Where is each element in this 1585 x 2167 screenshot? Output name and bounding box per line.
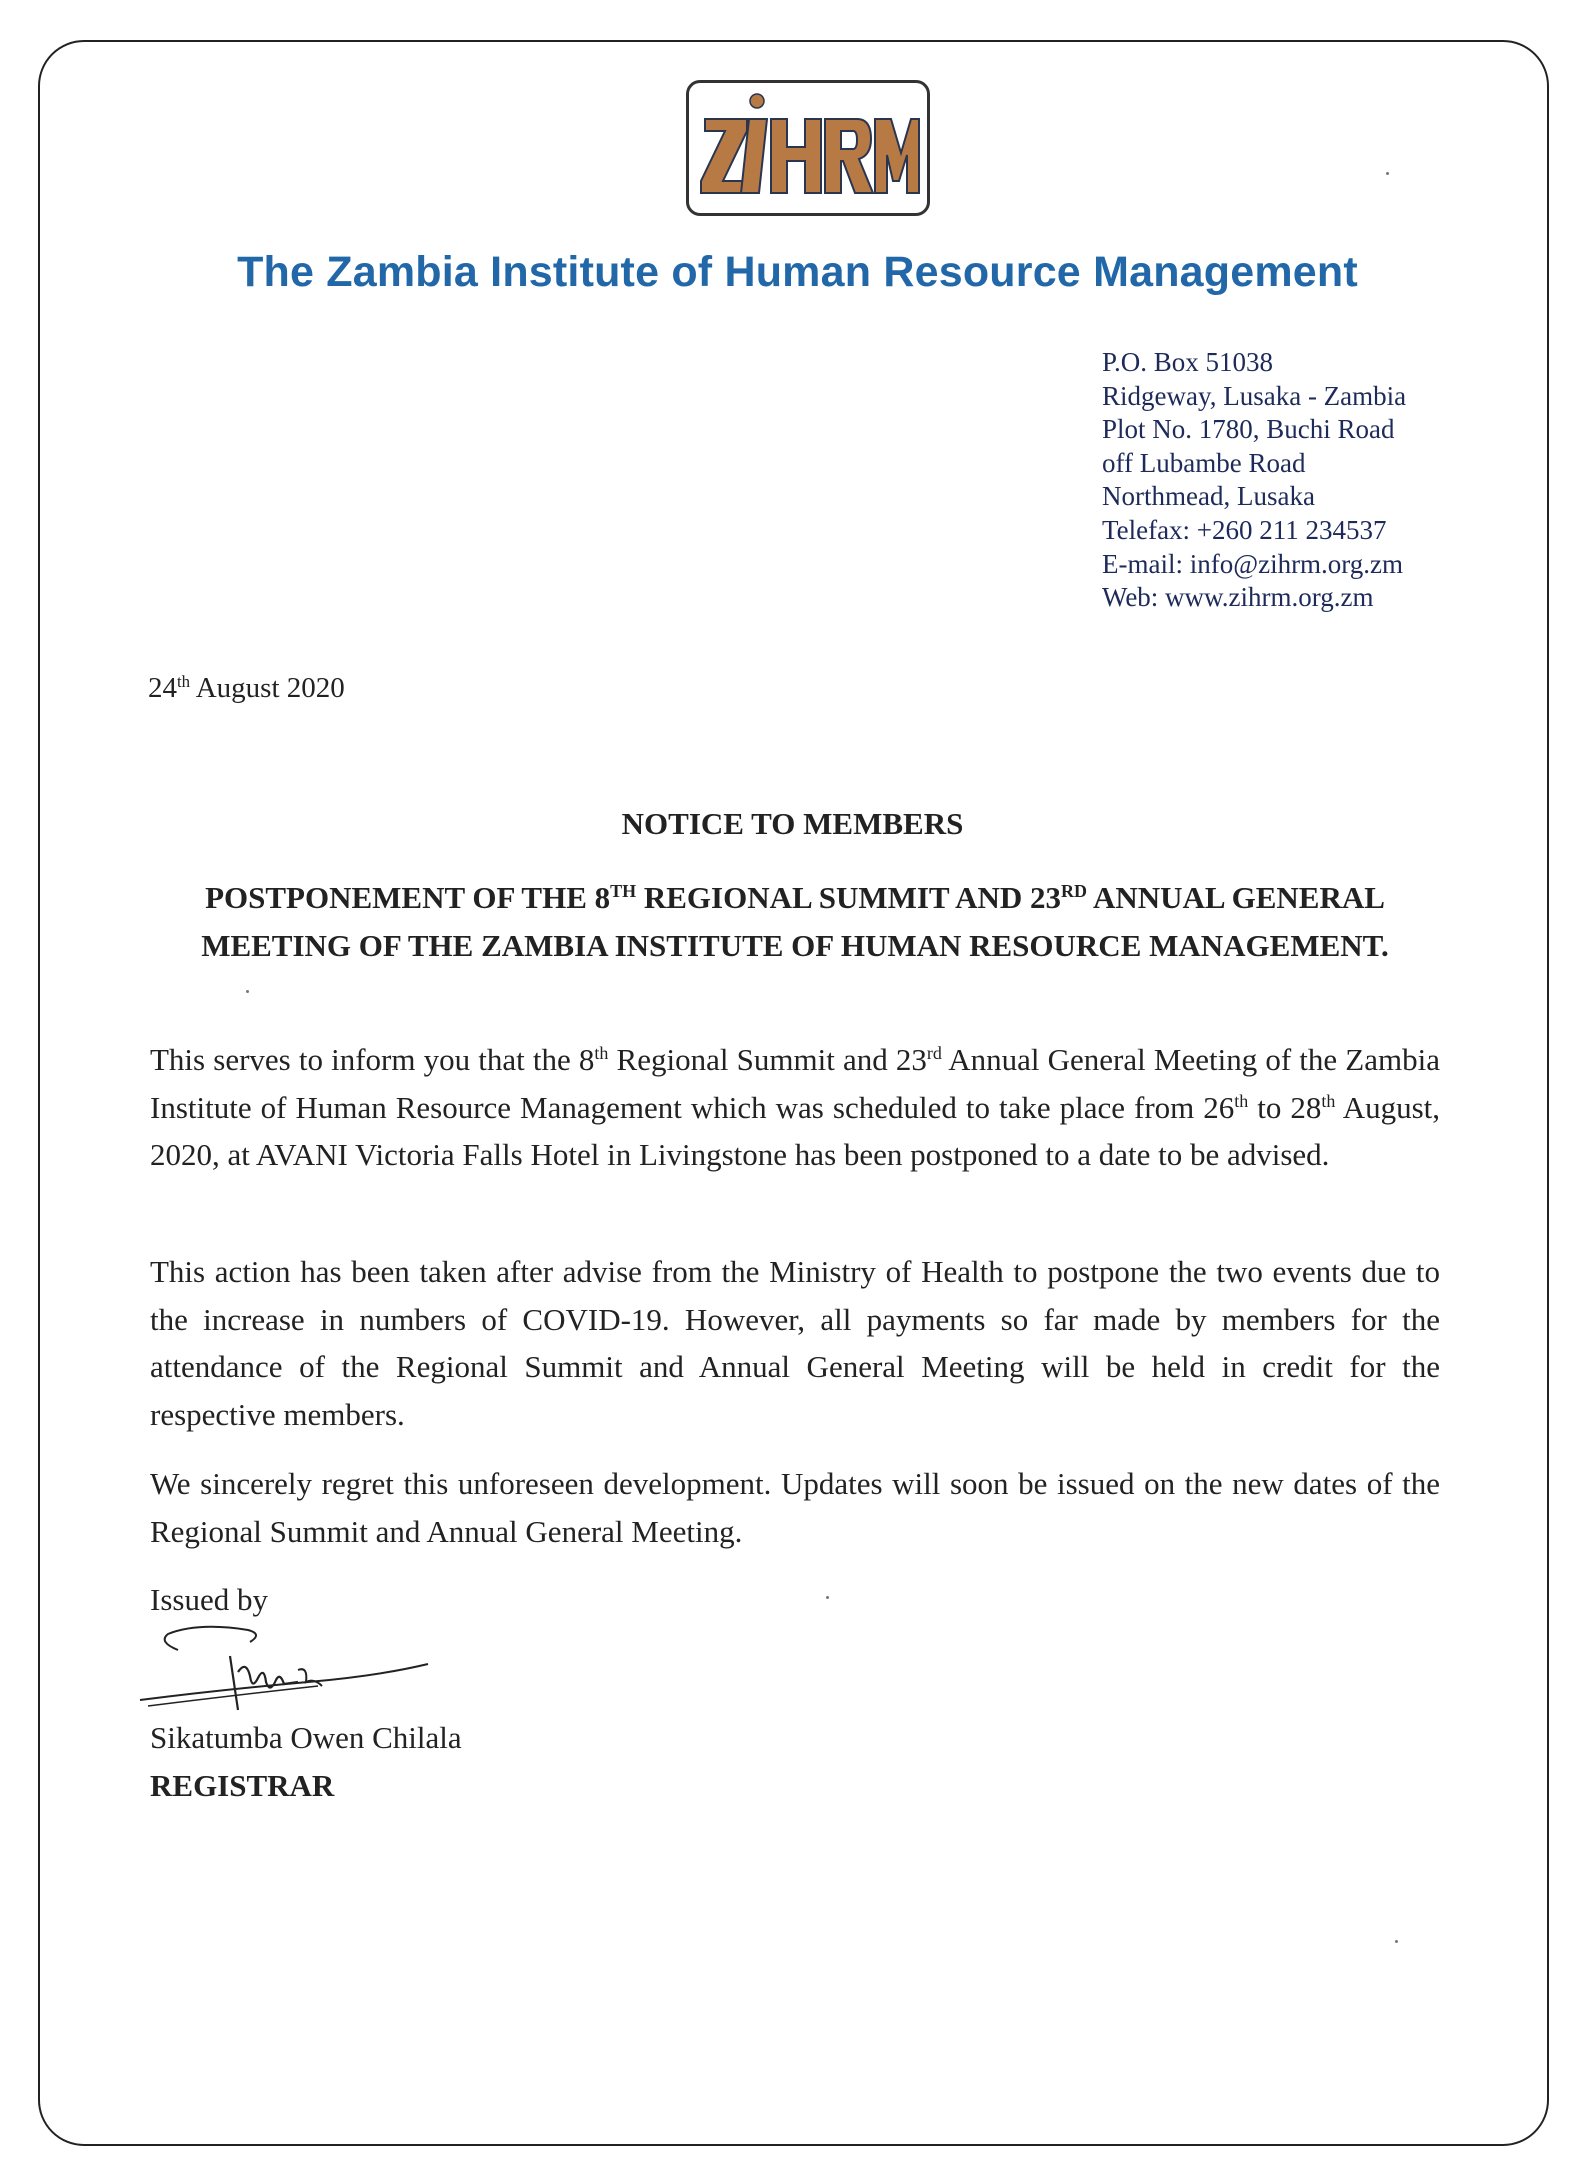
- para-sup: th: [1321, 1090, 1336, 1111]
- para-text: Regional Summit and 23: [608, 1042, 927, 1077]
- para-sup: rd: [926, 1043, 942, 1064]
- paragraph-3: We sincerely regret this unforeseen development. Updates will soon be issued on the new dates of the Regional Summit and Annual General Meeting.: [150, 1466, 1440, 1549]
- paragraph-1: [150, 1036, 1440, 1179]
- paragraph-2: This action has been taken after advise from the Ministry of Health to postpone the two events due to the increase in numbers of COVID-19. However, all payments so far made by members for the attendance of the Regional Summit and Annual General Meeting will be held in credit for the respective members.: [150, 1254, 1440, 1432]
- telefax-line: Telefax: +260 211 234537: [1102, 514, 1387, 545]
- email-line: E-mail: info@zihrm.org.zm: [1102, 548, 1404, 579]
- scan-speck: [246, 990, 249, 993]
- address-line: Northmead, Lusaka: [1102, 481, 1315, 512]
- para-sup: th: [1234, 1090, 1249, 1111]
- signer-title: REGISTRAR: [150, 1768, 335, 1803]
- issued-by-label: Issued by: [150, 1582, 268, 1617]
- notice-heading: [170, 874, 1420, 970]
- date-rest: August 2020: [190, 672, 345, 704]
- notice-title: NOTICE TO MEMBERS: [621, 806, 964, 841]
- scan-speck: [1395, 1940, 1398, 1943]
- signer-name: Sikatumba Owen Chilala: [150, 1720, 462, 1755]
- signature-icon: [138, 1620, 438, 1720]
- heading-text: POSTPONEMENT OF THE 8: [205, 880, 611, 915]
- scan-speck: [826, 1596, 829, 1599]
- para-text: to 28: [1248, 1089, 1322, 1125]
- zihrm-logo: [686, 80, 930, 216]
- heading-text: REGIONAL SUMMIT AND 23: [636, 880, 1061, 915]
- heading-sup: RD: [1060, 881, 1087, 902]
- organization-name: The Zambia Institute of Human Resource Management: [237, 248, 1358, 296]
- date-suffix: th: [177, 671, 191, 691]
- address-line: Plot No. 1780, Buchi Road: [1102, 414, 1395, 445]
- heading-text: ANNUAL GENERAL MEETING OF THE ZAMBIA INSTITUTE OF HUMAN RESOURCE MANAGEMENT.: [201, 880, 1389, 963]
- web-line: Web: www.zihrm.org.zm: [1102, 582, 1374, 613]
- para-sup: th: [594, 1043, 609, 1064]
- para-text: Annual General Meeting of the Zambia Institute of Human Resource Management which was scheduled to take place from 26: [150, 1042, 1440, 1125]
- address-line: Ridgeway, Lusaka - Zambia: [1102, 380, 1407, 411]
- para-text: This serves to inform you that the 8: [150, 1042, 595, 1077]
- address-line: off Lubambe Road: [1102, 447, 1306, 478]
- scan-speck: [1386, 172, 1389, 175]
- address-line: P.O. Box 51038: [1102, 347, 1274, 377]
- address-block: [1102, 346, 1406, 615]
- letter-date: [148, 672, 345, 705]
- heading-sup: TH: [610, 881, 637, 902]
- zihrm-logo-mark: [689, 83, 927, 213]
- para-text: August, 2020, at AVANI Victoria Falls Hotel in Livingstone has been postponed to a date to be advised.: [150, 1089, 1441, 1172]
- date-day: 24: [148, 672, 177, 704]
